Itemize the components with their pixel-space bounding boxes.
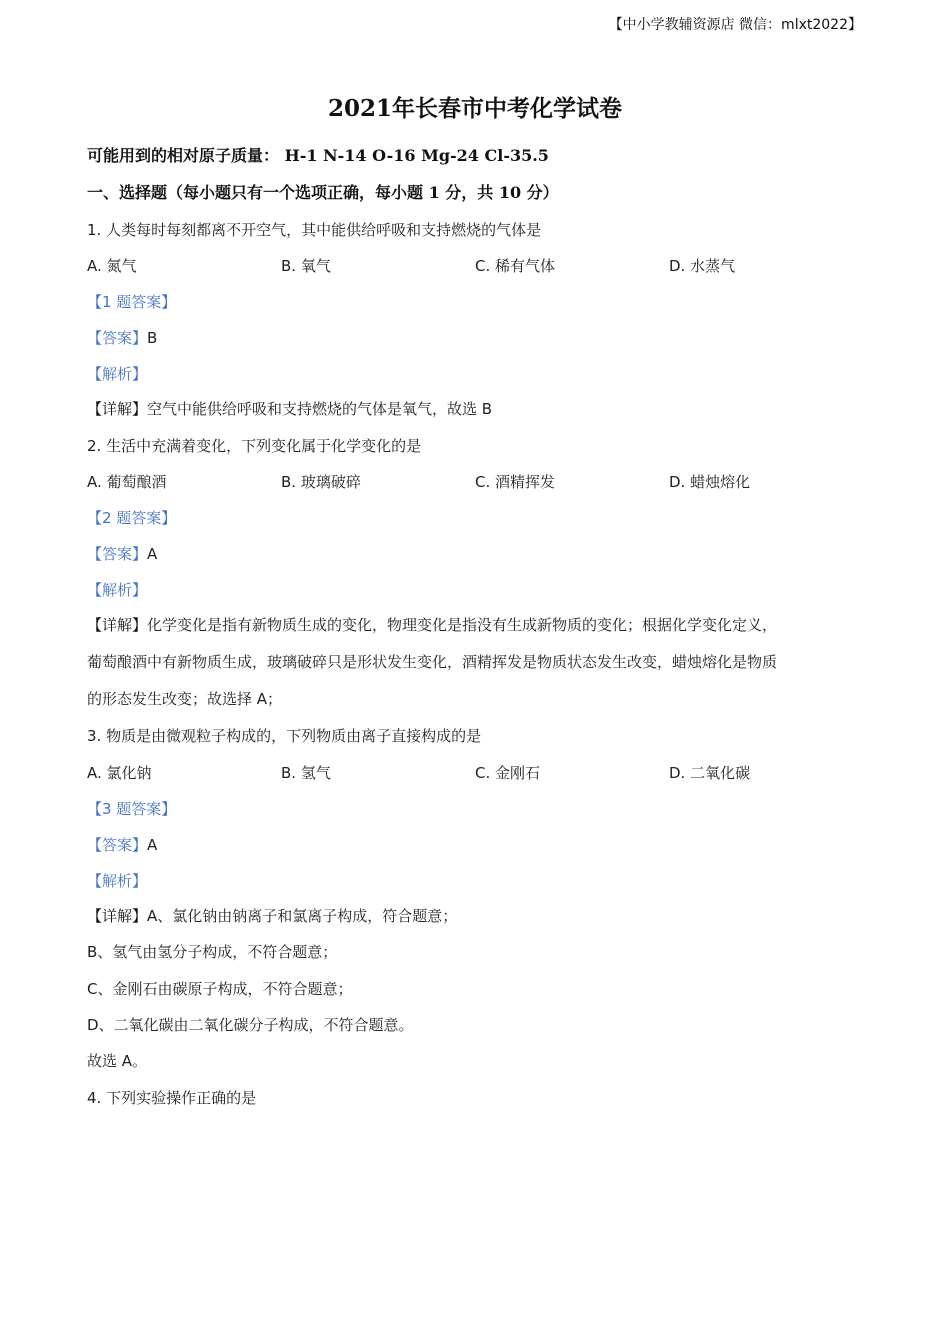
question-1-option-c: C. 稀有气体 (475, 257, 556, 275)
question-3-detail-line-4: D、二氧化碳由二氧化碳分子构成，不符合题意。 (87, 1016, 414, 1034)
detail-label: 【详解】 (87, 907, 148, 925)
question-1-answer-tag: 【1 题答案】 (87, 293, 177, 311)
detail-text: 化学变化是指有新物质生成的变化，物理变化是指没有生成新物质的变化；根据化学变化定义， (147, 616, 778, 634)
detail-label: 【详解】 (87, 400, 148, 418)
header-note: 【中小学教辅资源店 微信：mlxt2022】 (608, 17, 862, 33)
question-2-answer (87, 544, 862, 564)
question-1-detail (87, 399, 862, 419)
detail-label: 【详解】 (87, 616, 148, 634)
page-title: 2021年长春市中考化学试卷 (327, 95, 622, 122)
question-2-option-d: D. 蜡烛熔化 (669, 473, 751, 491)
question-3-option-a: A. 氯化钠 (87, 764, 152, 782)
question-2-detail-line-3: 的形态发生改变；故选择 A； (87, 690, 283, 708)
answer-value: A (147, 545, 158, 563)
answer-label: 【答案】 (87, 836, 148, 854)
question-1-stem: 1. 人类每时每刻都离不开空气，其中能供给呼吸和支持燃烧的气体是 (87, 221, 542, 239)
question-2-answer-tag: 【2 题答案】 (87, 509, 177, 527)
answer-value: A (147, 836, 158, 854)
question-3-stem: 3. 物质是由微观粒子构成的，下列物质由离子直接构成的是 (87, 727, 482, 745)
question-1-option-d: D. 水蒸气 (669, 257, 736, 275)
question-1-answer (87, 328, 862, 348)
section-heading: 一、选择题（每小题只有一个选项正确，每小题 1 分，共 10 分） (87, 183, 559, 202)
answer-label: 【答案】 (87, 329, 148, 347)
question-4-stem: 4. 下列实验操作正确的是 (87, 1089, 257, 1107)
question-2-analysis-label: 【解析】 (87, 581, 148, 599)
question-3-answer (87, 835, 862, 855)
question-3-detail-line-5: 故选 A。 (87, 1052, 148, 1070)
question-3-option-d: D. 二氧化碳 (669, 764, 751, 782)
question-2-option-c: C. 酒精挥发 (475, 473, 556, 491)
question-2-detail-line-2: 葡萄酿酒中有新物质生成，玻璃破碎只是形状发生变化，酒精挥发是物质状态发生改变，蜡烛熔化是物质 (87, 653, 778, 671)
question-2-detail (87, 615, 862, 635)
answer-label: 【答案】 (87, 545, 148, 563)
question-1-option-b: B. 氧气 (281, 257, 331, 275)
question-3-analysis-label: 【解析】 (87, 872, 148, 890)
question-3-detail-line-3: C、金刚石由碳原子构成，不符合题意； (87, 980, 353, 998)
question-2-option-b: B. 玻璃破碎 (281, 473, 361, 491)
detail-text: 空气中能供给呼吸和支持燃烧的气体是氧气，故选 B (147, 400, 493, 418)
detail-text: A、氯化钠由钠离子和氯离子构成，符合题意； (147, 907, 458, 925)
question-2-stem: 2. 生活中充满着变化，下列变化属于化学变化的是 (87, 437, 422, 455)
question-3-option-b: B. 氢气 (281, 764, 331, 782)
answer-value: B (147, 329, 158, 347)
atomic-mass-line: 可能用到的相对原子质量： H-1 N-14 O-16 Mg-24 Cl-35.5 (87, 146, 549, 165)
question-3-detail (87, 906, 862, 926)
question-2-option-a: A. 葡萄酿酒 (87, 473, 167, 491)
question-1-analysis-label: 【解析】 (87, 365, 148, 383)
question-3-answer-tag: 【3 题答案】 (87, 800, 177, 818)
question-3-option-c: C. 金刚石 (475, 764, 541, 782)
question-3-detail-line-2: B、氢气由氢分子构成，不符合题意； (87, 943, 338, 961)
question-1-option-a: A. 氮气 (87, 257, 137, 275)
